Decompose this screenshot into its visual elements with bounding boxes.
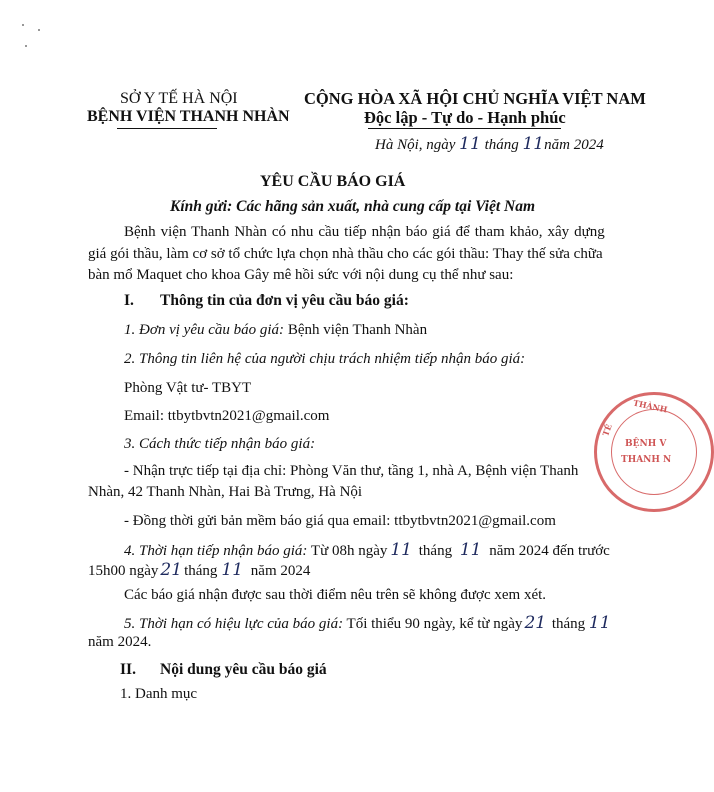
item-3-direct-line-2: Nhàn, 42 Thanh Nhàn, Hai Bà Trưng, Hà Nội	[88, 484, 363, 500]
item-5-label: 5. Thời hạn có hiệu lực của báo giá:	[124, 616, 344, 632]
section-2-title: Nội dung yêu cầu báo giá	[160, 661, 327, 678]
item-4-from-month-handwritten: 11	[459, 540, 482, 560]
list-item-1: 1. Danh mục	[120, 686, 198, 702]
item-4-from-day-handwritten: 11	[390, 540, 412, 560]
item-5-day-handwritten: 21	[524, 613, 547, 633]
date-month-handwritten: 11	[522, 134, 545, 154]
item-1-value: Bệnh viện Thanh Nhàn	[284, 322, 428, 338]
stamp-line-1: BỆNH V	[625, 439, 667, 449]
header-left-underline	[117, 128, 217, 129]
country-name: CỘNG HÒA XÃ HỘI CHỦ NGHĨA VIỆT NAM	[304, 89, 646, 108]
section-1-number: I.	[124, 292, 134, 309]
item-4-to-text: 15h00 ngày	[88, 563, 159, 579]
intro-line-2: giá gói thầu, làm cơ sở tổ chức lựa chọn nhà thầu cho các gói thầu: Thay thế sửa chữa	[88, 246, 603, 262]
section-2-number: II.	[120, 661, 136, 678]
document-title: YÊU CẦU BÁO GIÁ	[260, 173, 406, 190]
item-4-line-2	[88, 560, 310, 580]
header-right-underline	[368, 128, 561, 129]
contact-email: Email: ttbytbvtn2021@gmail.com	[124, 408, 330, 424]
item-5-text: Tối thiểu 90 ngày, kể từ ngày	[343, 616, 523, 632]
item-1	[124, 322, 427, 339]
item-4-from-year: năm 2024 đến trước	[485, 543, 610, 559]
item-5-month-handwritten: 11	[588, 613, 611, 633]
item-3-label: 3. Cách thức tiếp nhận báo giá:	[124, 436, 316, 452]
item-4-to-month-label: tháng	[184, 563, 218, 579]
item-3-direct-line-1: - Nhận trực tiếp tại địa chỉ: Phòng Văn thư, tầng 1, nhà A, Bệnh viện Thanh	[124, 463, 579, 479]
item-4-from-text: Từ 08h ngày	[307, 543, 388, 559]
item-1-label: 1. Đơn vị yêu cầu báo giá:	[124, 322, 285, 338]
item-4-to-month-handwritten: 11	[221, 560, 244, 580]
item-4-label: 4. Thời hạn tiếp nhận báo giá:	[124, 543, 308, 559]
stamp-side-text: TẾ	[600, 422, 614, 438]
scan-speck	[25, 45, 27, 47]
date-day-handwritten: 11	[459, 134, 481, 154]
recipient-line: Kính gửi: Các hãng sản xuất, nhà cung cấp tại Việt Nam	[170, 198, 536, 215]
document-date	[375, 134, 604, 154]
item-5-line-1	[124, 613, 611, 633]
scan-speck	[38, 29, 40, 31]
hospital-stamp	[594, 392, 714, 512]
contact-department: Phòng Vật tư- TBYT	[124, 380, 252, 396]
intro-line-3: bàn mổ Maquet cho khoa Gây mê hồi sức với nội dung cụ thể như sau:	[88, 267, 514, 283]
item-5-month-label: tháng	[548, 616, 589, 632]
agency-name: SỞ Y TẾ HÀ NỘI	[120, 90, 238, 107]
date-year: năm 2024	[544, 137, 604, 153]
item-4-to-year: năm 2024	[247, 563, 311, 579]
item-2-label: 2. Thông tin liên hệ của người chịu trách nhiệm tiếp nhận báo giá:	[124, 351, 526, 367]
stamp-line-2: THANH N	[621, 455, 672, 465]
date-month-label: tháng	[484, 137, 519, 153]
late-submission-note: Các báo giá nhận được sau thời điểm nêu trên sẽ không được xem xét.	[124, 587, 547, 603]
motto: Độc lập - Tự do - Hạnh phúc	[364, 108, 566, 127]
intro-line-1: Bệnh viện Thanh Nhàn có nhu cầu tiếp nhận báo giá để tham khảo, xây dựng	[124, 224, 605, 240]
item-4-to-day-handwritten: 21	[160, 560, 183, 580]
date-prefix: Hà Nội, ngày	[375, 137, 456, 153]
item-4-line-1	[124, 540, 610, 560]
section-1-title: Thông tin của đơn vị yêu cầu báo giá:	[160, 292, 409, 309]
item-3-email-line: - Đồng thời gửi bản mềm báo giá qua email: ttbytbvtn2021@gmail.com	[124, 513, 556, 529]
scan-speck	[22, 24, 24, 26]
item-4-from-month-label: tháng	[415, 543, 456, 559]
hospital-name: BỆNH VIỆN THANH NHÀN	[87, 108, 290, 125]
stamp-top-text: THÀNH	[632, 397, 669, 415]
stamp-inner-ring	[611, 409, 697, 495]
item-5-line-2: năm 2024.	[88, 634, 152, 650]
